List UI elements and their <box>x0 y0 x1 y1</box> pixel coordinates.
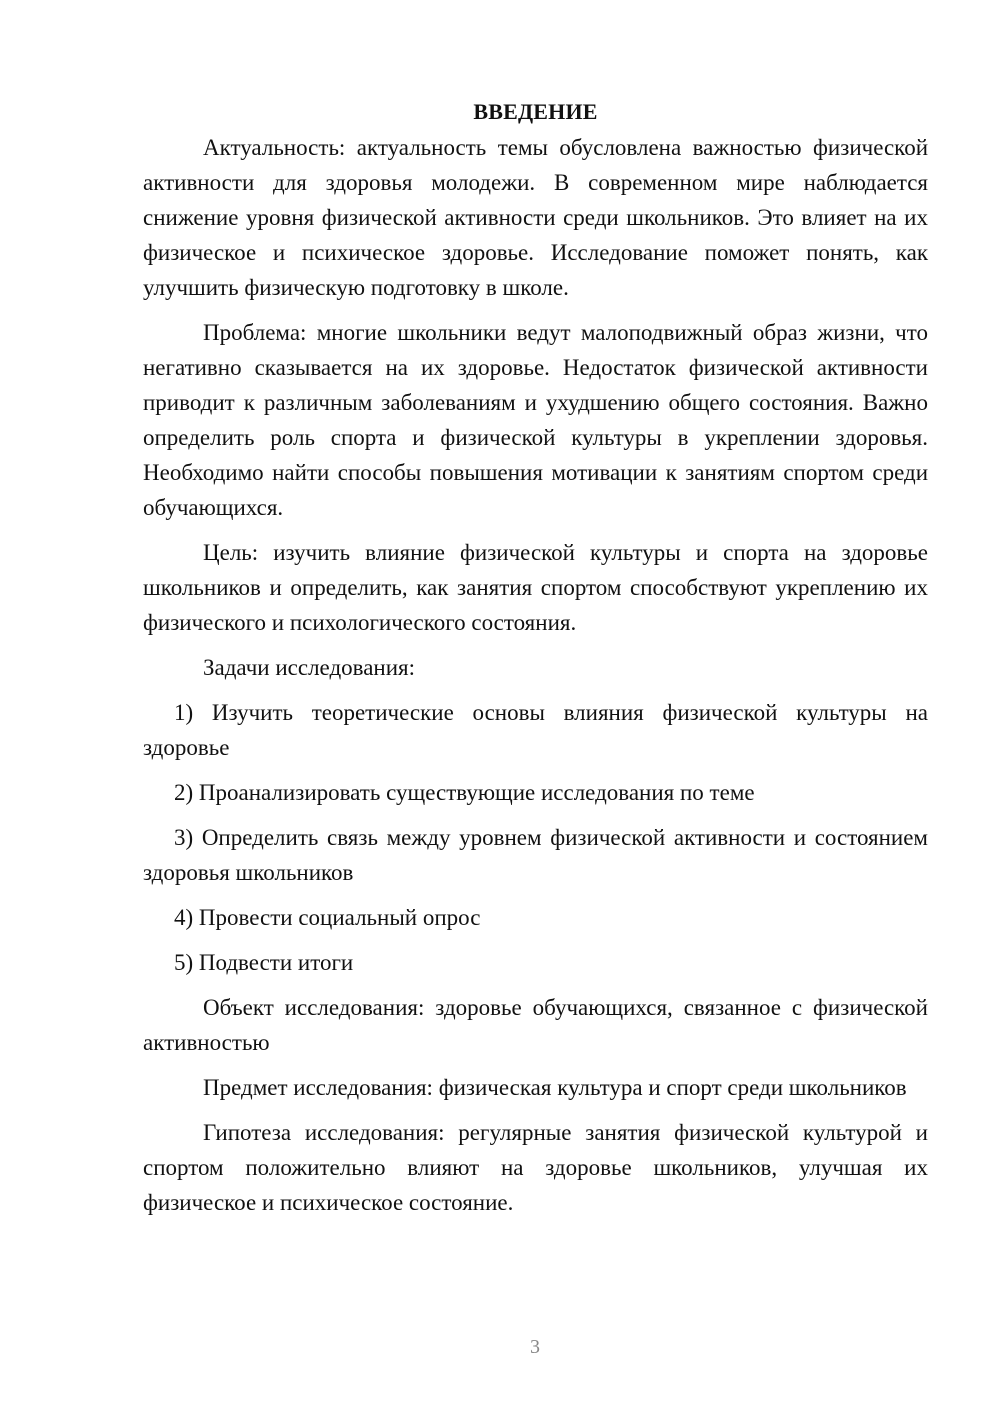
task-item-3: 3) Определить связь между уровнем физической активности и состоянием здоровья школьников <box>143 825 928 885</box>
page-content <box>143 96 928 1230</box>
task-item-4: 4) Провести социальный опрос <box>174 905 481 930</box>
paragraph-subject: Предмет исследования: физическая культура и спорт среди школьников <box>203 1075 907 1100</box>
paragraph-goal: Цель: изучить влияние физической культуры и спорта на здоровье школьников и определить, как занятия спортом способствуют укреплению их физического и психологического состояния. <box>143 540 928 635</box>
paragraph-problem: Проблема: многие школьники ведут малоподвижный образ жизни, что негативно сказывается на их здоровье. Недостаток физической активности приводит к различным заболеваниям и ухудшению общего состояния. Важно определить роль спорта и физической культуры в укреплении здоровья. Необходимо найти способы повышения мотивации к занятиям спортом среди обучающихся. <box>143 320 928 520</box>
page-number: 3 <box>530 1336 540 1358</box>
task-item-5: 5) Подвести итоги <box>174 950 354 975</box>
section-title: ВВЕДЕНИЕ <box>473 99 598 124</box>
task-item-2: 2) Проанализировать существующие исследования по теме <box>174 780 755 805</box>
tasks-heading: Задачи исследования: <box>203 655 416 680</box>
paragraph-hypothesis: Гипотеза исследования: регулярные занятия физической культурой и спортом положительно влияют на здоровье школьников, улучшая их физическое и психическое состояние. <box>143 1120 928 1215</box>
paragraph-relevance: Актуальность: актуальность темы обусловлена важностью физической активности для здоровья молодежи. В современном мире наблюдается снижение уровня физической активности среди школьников. Это влияет на их физическое и психическое здоровье. Исследование поможет понять, как улучшить физическую подготовку в школе. <box>143 135 928 300</box>
task-item-1: 1) Изучить теоретические основы влияния физической культуры на здоровье <box>143 700 928 760</box>
paragraph-object: Объект исследования: здоровье обучающихся, связанное с физической активностью <box>143 995 928 1055</box>
